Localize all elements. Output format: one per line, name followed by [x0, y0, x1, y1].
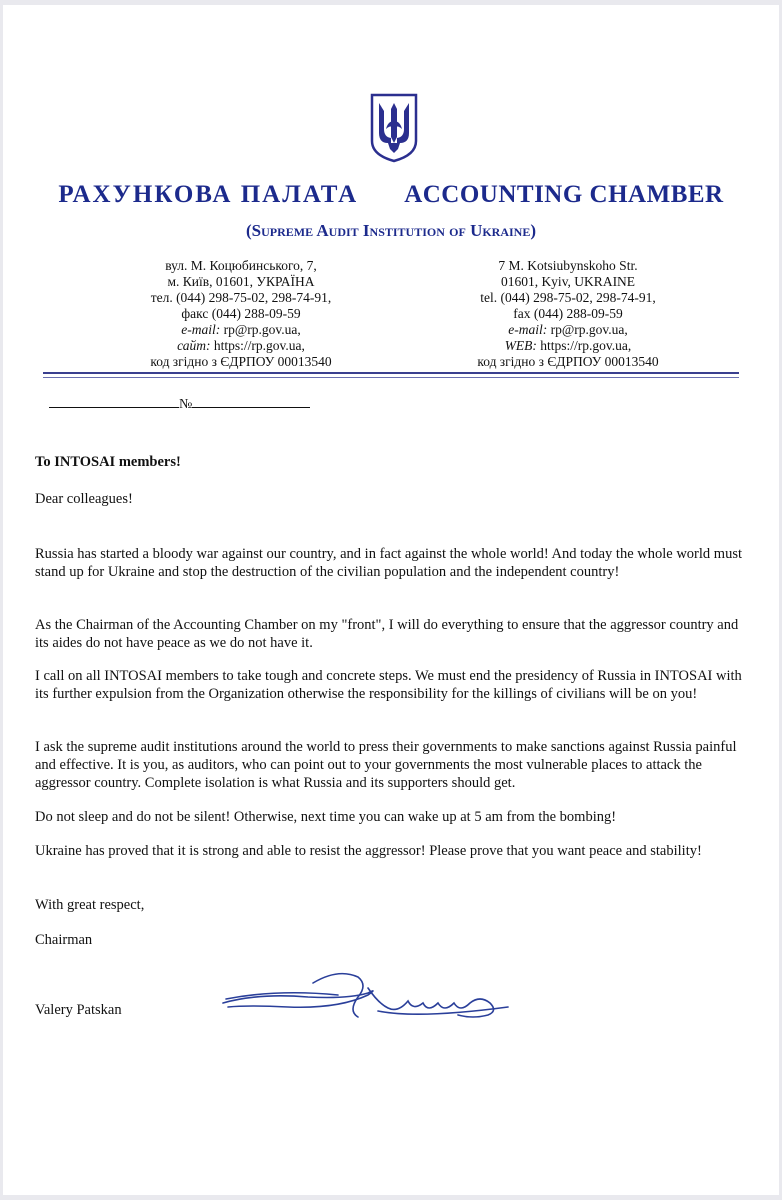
- address-line: вул. М. Коцюбинського, 7,: [165, 258, 317, 273]
- paragraph-text: I call on all INTOSAI members to take tough and concrete steps. We must end the presidency of Russia in INTOSAI with its further expulsion from the Organization otherwise the responsibility for the killings of civilians will be on you!: [35, 668, 742, 702]
- paragraph-5: [35, 808, 747, 826]
- paragraph-2: [35, 616, 747, 652]
- title-english: ACCOUNTING CHAMBER: [404, 181, 724, 208]
- fax-line: факс (044) 288-09-59: [181, 306, 301, 321]
- signer-position: [35, 931, 747, 949]
- site-line: [438, 338, 698, 354]
- addressee-text: To INTOSAI members!: [35, 454, 181, 470]
- site-label: сайт:: [177, 338, 211, 353]
- site-value: https://rp.gov.ua,: [213, 338, 305, 353]
- phone-line: tel. (044) 298-75-02, 298-74-91,: [480, 290, 656, 305]
- address-line: 01601, Kyiv, UKRAINE: [500, 274, 636, 289]
- greeting-text: Dear colleagues!: [35, 491, 133, 507]
- institution-title: [3, 181, 779, 209]
- paragraph-text: Do not sleep and do not be silent! Otherwise, next time you can wake up at 5 am from the bombing!: [35, 809, 617, 825]
- phone-line: тел. (044) 298-75-02, 298-74-91,: [150, 290, 332, 305]
- letter-page: [3, 5, 779, 1195]
- address-line: 7 M. Kotsiubynskoho Str.: [498, 258, 638, 273]
- paragraph-text: Russia has started a bloody war against our country, and in fact against the whole world! And today the whole world must stand up for Ukraine and stop the destruction of the civilian population and the independent country!: [35, 546, 742, 580]
- institution-subtitle: (Supreme Audit Institution of Ukraine): [245, 221, 537, 240]
- paragraph-text: As the Chairman of the Accounting Chamber on my "front", I will do everything to ensure that the aggressor country and its aides do not have peace as we do not have it.: [35, 617, 739, 651]
- closing-text: With great respect,: [35, 897, 145, 913]
- email-label: e-mail:: [181, 322, 221, 337]
- email-line: [438, 322, 698, 338]
- paragraph-3: [35, 667, 747, 703]
- site-label: WEB:: [504, 338, 537, 353]
- closing: [35, 896, 747, 914]
- paragraph-4: [35, 738, 747, 792]
- paragraph-1: [35, 545, 747, 581]
- site-value: https://rp.gov.ua,: [540, 338, 632, 353]
- header-divider: [43, 372, 739, 374]
- registry-code: код згідно з ЄДРПОУ 00013540: [477, 354, 659, 369]
- email-value: rp@rp.gov.ua,: [550, 322, 628, 337]
- fax-line: fax (044) 288-09-59: [513, 306, 623, 321]
- email-line: [111, 322, 371, 338]
- paragraph-text: I ask the supreme audit institutions around the world to press their governments to make sanctions against Russia painful and effective. It is you, as auditors, who can point out to your governments the most vulnerable places to attack the aggressor country. Complete isolation is what Russia and its supporters should get.: [35, 739, 737, 791]
- email-label: e-mail:: [508, 322, 548, 337]
- number-blank: [192, 395, 310, 408]
- position-text: Chairman: [35, 932, 93, 948]
- date-blank: [49, 395, 179, 408]
- reference-number-line: [49, 395, 310, 413]
- signer-name-text: Valery Patskan: [35, 1002, 122, 1018]
- paragraph-text: Ukraine has proved that it is strong and able to resist the aggressor! Please prove that you want peace and stability!: [35, 843, 702, 859]
- address-english: [438, 258, 698, 370]
- paragraph-6: [35, 842, 747, 860]
- title-ukrainian: РАХУНКОВА ПАЛАТА: [58, 181, 359, 208]
- site-line: [111, 338, 371, 354]
- registry-code: код згідно з ЄДРПОУ 00013540: [150, 354, 332, 369]
- greeting: [35, 490, 747, 508]
- header-divider-thin: [43, 377, 739, 378]
- address-ukrainian: [111, 258, 371, 370]
- number-sign: №: [179, 397, 193, 412]
- email-value: rp@rp.gov.ua,: [223, 322, 301, 337]
- trident-emblem-icon: [368, 91, 420, 163]
- address-line: м. Київ, 01601, УКРАЇНА: [167, 274, 315, 289]
- handwritten-signature: [218, 963, 518, 1033]
- addressee: [35, 453, 747, 471]
